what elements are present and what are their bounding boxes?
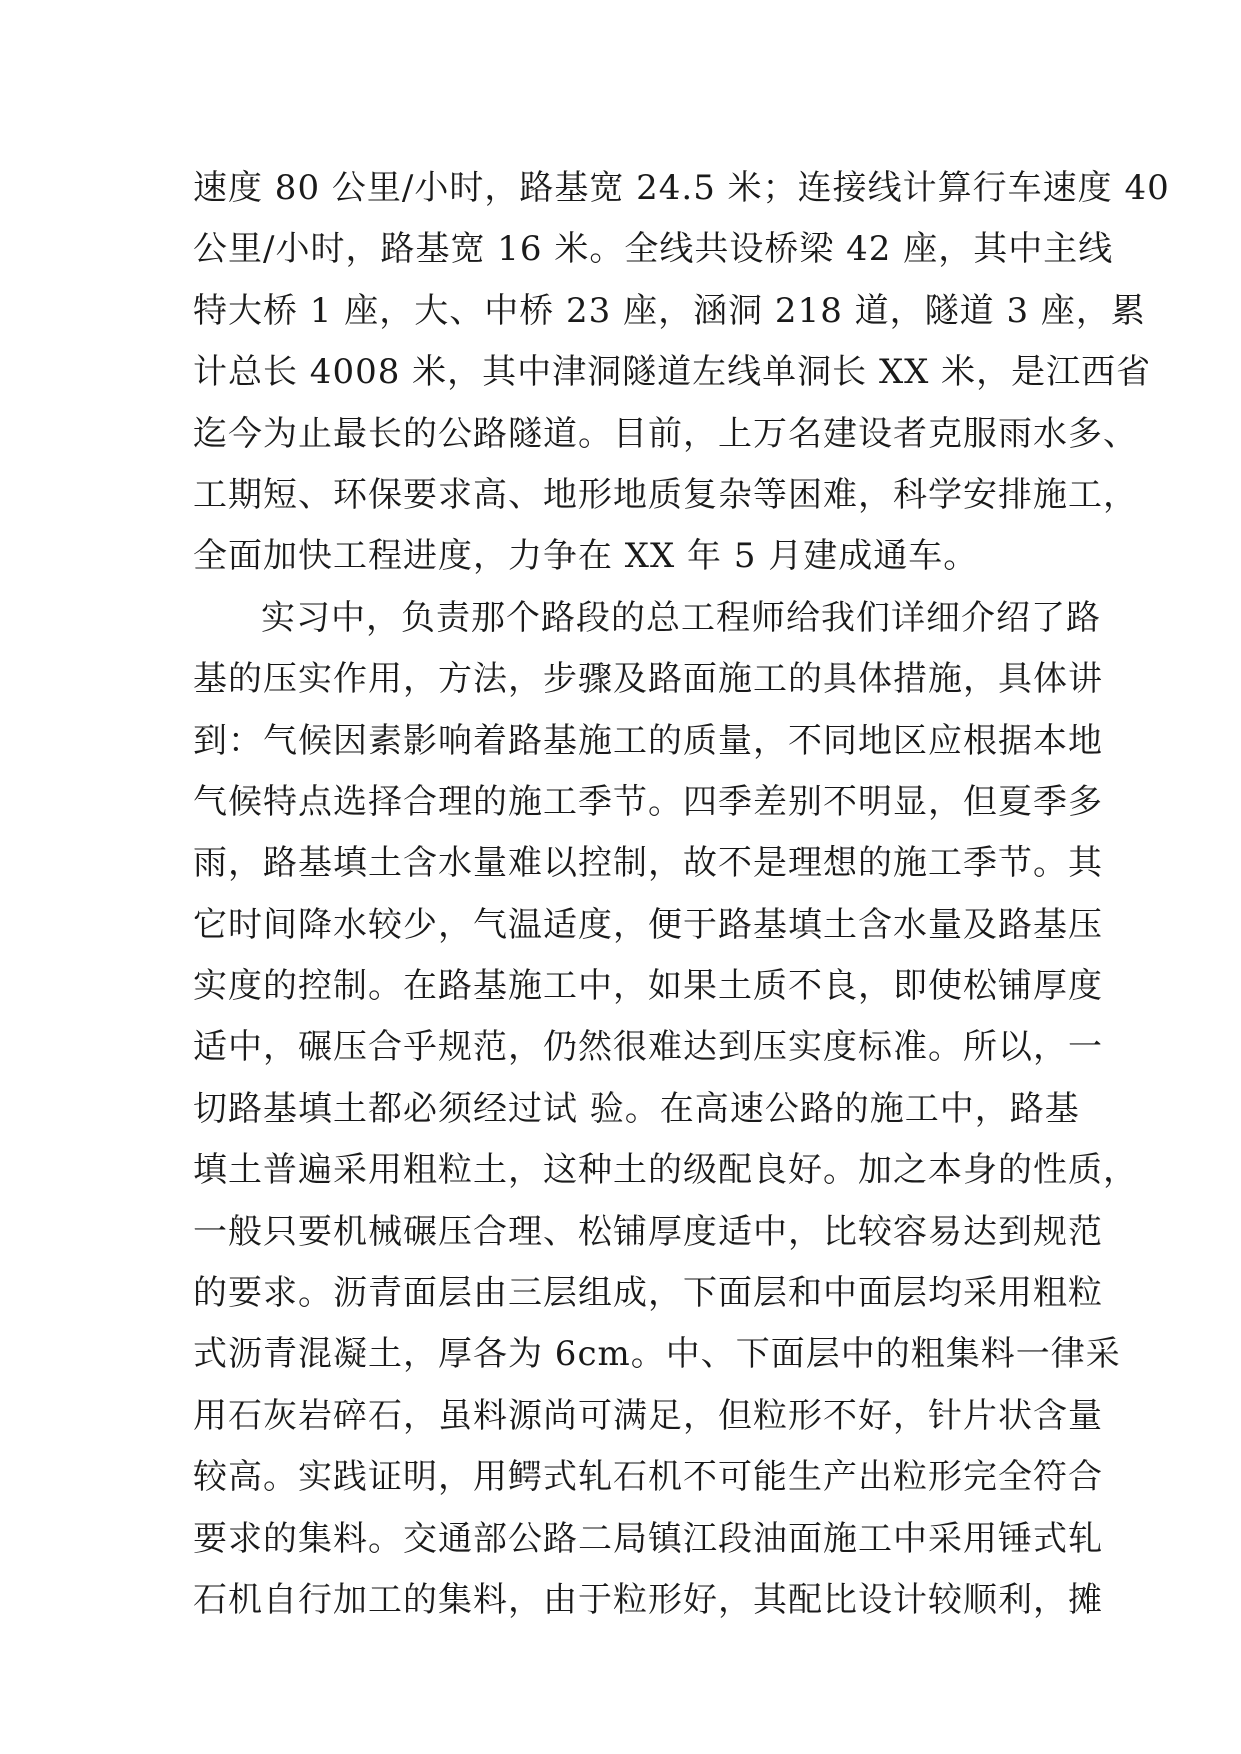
text-line: 特大桥 1 座，大、中桥 23 座，涵洞 218 道，隧道 3 座，累 xyxy=(193,290,1146,331)
text-line: 速度 80 公里/小时，路基宽 24.5 米；连接线计算行车速度 40 xyxy=(193,168,1170,208)
text-line: 工期短、环保要求高、地形地质复杂等困难，科学安排施工， xyxy=(193,474,1138,515)
text-line: 迄今为止最长的公路隧道。目前，上万名建设者克服雨水多、 xyxy=(193,413,1138,454)
text-line: 用石灰岩碎石，虽料源尚可满足，但粒形不好，针片状含量 xyxy=(193,1395,1103,1436)
text-line: 基的压实作用，方法，步骤及路面施工的具体措施，具体讲 xyxy=(193,659,1103,700)
text-line: 雨，路基填土含水量难以控制，故不是理想的施工季节。其 xyxy=(193,843,1103,884)
text-line: 公里/小时，路基宽 16 米。全线共设桥梁 42 座，其中主线 xyxy=(193,229,1114,270)
text-line: 切路基填土都必须经过试 验。在高速公路的施工中，路基 xyxy=(193,1088,1080,1129)
text-line: 要求的集料。交通部公路二局镇江段油面施工中采用锤式轧 xyxy=(193,1518,1103,1559)
text-line: 的要求。沥青面层由三层组成，下面层和中面层均采用粗粒 xyxy=(193,1273,1103,1314)
paragraph xyxy=(193,588,1138,1632)
text-line: 它时间降水较少，气温适度，便于路基填土含水量及路基压 xyxy=(193,904,1103,945)
text-line: 计总长 4008 米，其中津洞隧道左线单洞长 XX 米，是江西省 xyxy=(193,352,1152,393)
text-line: 适中，碾压合乎规范，仍然很难达到压实度标准。所以，一 xyxy=(193,1027,1103,1068)
text-line: 实度的控制。在路基施工中，如果土质不良，即使松铺厚度 xyxy=(193,966,1103,1007)
text-line: 式沥青混凝土，厚各为 6cm。中、下面层中的粗集料一律采 xyxy=(193,1334,1121,1375)
text-line: 气候特点选择合理的施工季节。四季差别不明显，但夏季多 xyxy=(193,781,1103,822)
text-line: 实习中，负责那个路段的总工程师给我们详细介绍了路 xyxy=(261,597,1101,638)
paragraph xyxy=(193,158,1170,588)
text-line: 较高。实践证明，用鳄式轧石机不可能生产出粒形完全符合 xyxy=(193,1457,1103,1498)
text-line: 到：气候因素影响着路基施工的质量，不同地区应根据本地 xyxy=(193,720,1103,761)
body-text xyxy=(193,158,1170,1631)
text-line: 全面加快工程进度，力争在 XX 年 5 月建成通车。 xyxy=(193,536,979,577)
text-line: 填土普遍采用粗粒土，这种土的级配良好。加之本身的性质， xyxy=(193,1150,1138,1191)
text-line: 一般只要机械碾压合理、松铺厚度适中，比较容易达到规范 xyxy=(193,1211,1103,1252)
text-line: 石机自行加工的集料，由于粒形好，其配比设计较顺利，摊 xyxy=(193,1579,1103,1620)
